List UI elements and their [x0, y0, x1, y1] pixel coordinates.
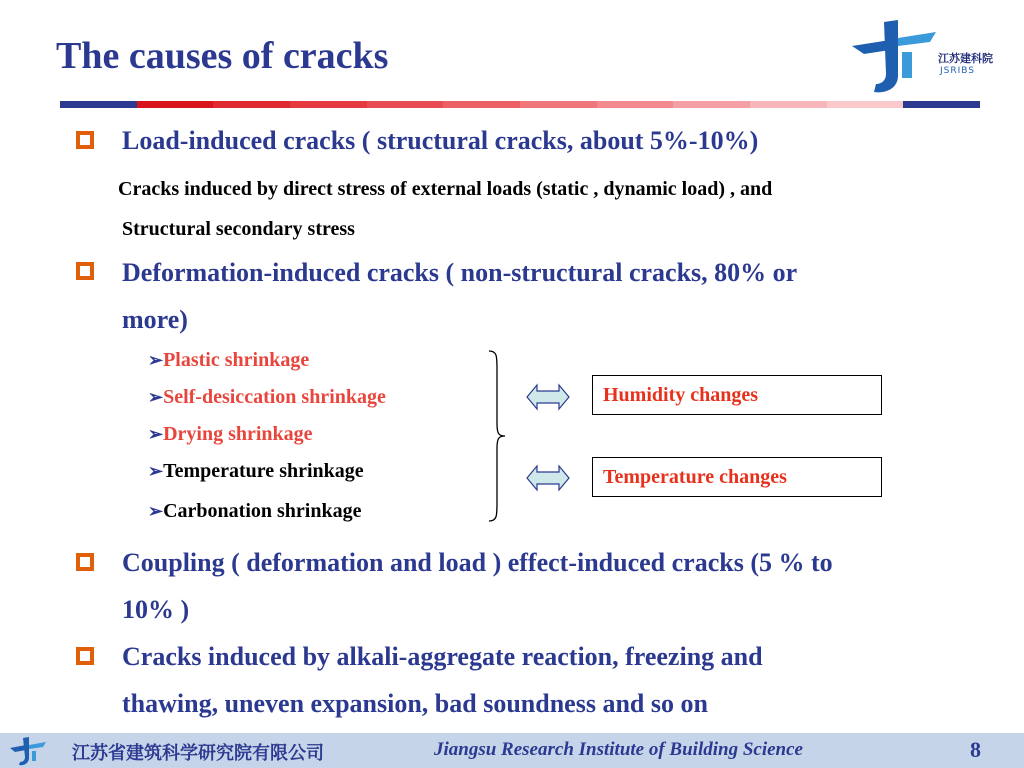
logo: [850, 16, 1010, 96]
divider-segment: [60, 101, 137, 108]
bullet-coupling-line-2: 10% ): [122, 595, 190, 624]
list-item: [148, 500, 361, 523]
arrow-right-icon: ➢: [148, 387, 164, 407]
double-arrow-icon: [526, 464, 570, 492]
temperature-changes-box: Temperature changes: [592, 457, 882, 497]
page-number: 8: [970, 737, 981, 762]
divider-segment: [367, 101, 444, 108]
humidity-changes-box: Humidity changes: [592, 375, 882, 415]
divider-segment: [903, 101, 980, 108]
list-item: [148, 423, 313, 446]
arrow-right-icon: ➢: [148, 350, 164, 370]
bullet-deformation-line-2: more): [122, 305, 188, 334]
footer-logo-icon: [8, 736, 48, 766]
sub-text-line-1: Cracks induced by direct stress of external loads (static , dynamic load) , and: [118, 178, 773, 200]
bullet-alkali-line-1: Cracks induced by alkali-aggregate reaction, freezing and: [122, 642, 763, 671]
bullet-square-icon: [76, 647, 94, 665]
page-title: The causes of cracks: [56, 35, 389, 77]
list-item: [148, 460, 364, 483]
divider-segment: [290, 101, 367, 108]
bullet-alkali-line-2: thawing, uneven expansion, bad soundness and so on: [122, 689, 708, 718]
divider-segment: [673, 101, 750, 108]
bullet-square-icon: [76, 553, 94, 571]
bullet-square-icon: [76, 131, 94, 149]
right-brace-icon: [487, 350, 507, 522]
arrow-right-icon: ➢: [148, 501, 164, 521]
item-label: Drying shrinkage: [163, 423, 313, 445]
footer-org-en: Jiangsu Research Institute of Building Science: [434, 739, 803, 760]
divider-segment: [137, 101, 214, 108]
arrow-right-icon: ➢: [148, 424, 164, 444]
item-label: Temperature shrinkage: [163, 460, 364, 482]
divider-segment: [443, 101, 520, 108]
logo-text-cn: 江苏建科院: [938, 52, 993, 65]
title-divider: [60, 101, 980, 108]
logo-mark-icon: [850, 16, 938, 96]
item-label: Plastic shrinkage: [163, 349, 310, 371]
sub-text-line-2: Structural secondary stress: [122, 218, 355, 240]
divider-segment: [213, 101, 290, 108]
arrow-right-icon: ➢: [148, 461, 164, 481]
double-arrow-icon: [526, 383, 570, 411]
logo-text-en: JSRIBS: [940, 66, 976, 76]
item-label: Self-desiccation shrinkage: [163, 386, 386, 408]
footer-org-cn: 江苏省建筑科学研究院有限公司: [72, 743, 324, 764]
divider-segment: [750, 101, 827, 108]
divider-segment: [520, 101, 597, 108]
bullet-coupling-line-1: Coupling ( deformation and load ) effect-induced cracks (5 % to: [122, 548, 833, 577]
footer: [0, 733, 1024, 768]
divider-segment: [597, 101, 674, 108]
item-label: Carbonation shrinkage: [163, 500, 362, 522]
bullet-square-icon: [76, 262, 94, 280]
list-item: [148, 349, 309, 372]
bullet-deformation-line-1: Deformation-induced cracks ( non-structural cracks, 80% or: [122, 258, 798, 287]
divider-segment: [827, 101, 904, 108]
bullet-load-induced: Load-induced cracks ( structural cracks, about 5%-10%): [122, 126, 759, 155]
list-item: [148, 386, 386, 409]
